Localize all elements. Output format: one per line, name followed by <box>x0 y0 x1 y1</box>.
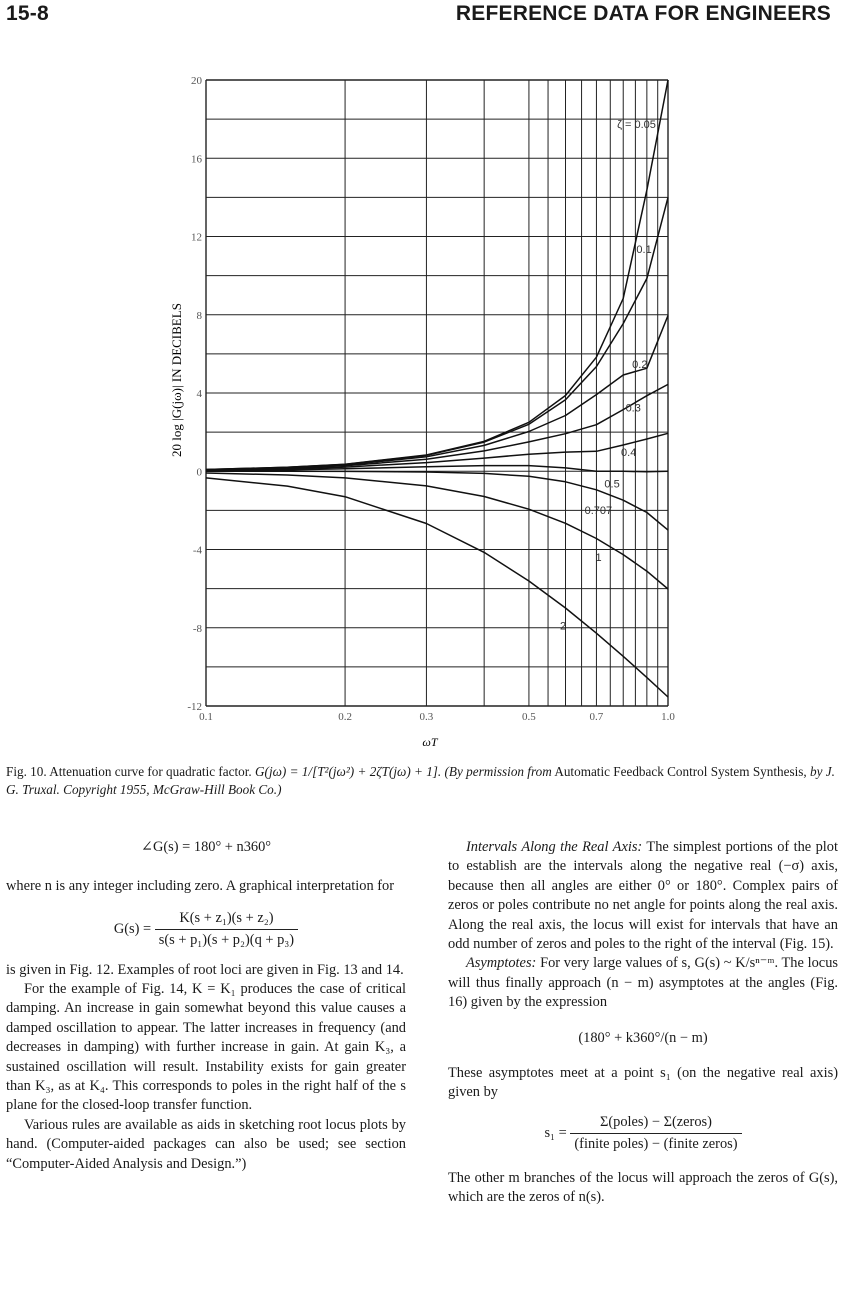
right-paragraph-1 <box>448 838 838 954</box>
asymptotes-text: For very large values of s, G(s) ~ K/sⁿ⁻ᵐ. The locus will thus finally approach (n − m) asymptotes at the angles (Fig. 16) given by the expression <box>448 955 838 1011</box>
series-labels <box>560 119 656 633</box>
left-paragraph-1: where n is any integer including zero. A graphical interpretation for <box>6 878 395 895</box>
y-tick-label: 12 <box>191 231 202 244</box>
series-label: 0.707 <box>584 505 613 518</box>
caption-credit-b: by J. G. Truxal. Copyright 1955, McGraw-Hill Book Co.) <box>6 764 835 797</box>
x-tick-label: 0.2 <box>338 711 352 723</box>
intervals-heading: Intervals Along the Real Axis: <box>466 839 643 855</box>
series-label: 0.5 <box>604 478 620 491</box>
eq4-denominator: (finite poles) − (finite zeros) <box>574 1136 738 1153</box>
series-label: 2 <box>559 620 567 633</box>
series-label: 0.1 <box>636 243 652 256</box>
y-tick-label: -12 <box>187 701 202 713</box>
series-line <box>206 471 668 530</box>
running-title: REFERENCE DATA FOR ENGINEERS <box>455 2 831 25</box>
page-number: 15-8 <box>6 2 49 25</box>
left-paragraph-2: is given in Fig. 12. Examples of root loci are given in Fig. 13 and 14. <box>6 961 404 978</box>
angle-equation: ∠G(s) = 180° + n360° <box>140 839 272 855</box>
series-label: 1 <box>595 552 602 565</box>
x-tick-labels <box>199 711 675 723</box>
y-tick-label: -4 <box>192 544 202 557</box>
series-label: 0.3 <box>625 402 641 415</box>
x-axis-label: ωT <box>422 735 438 749</box>
series-label: 0.4 <box>621 447 637 460</box>
y-axis-label: 20 log |G(jω)| IN DECIBELS <box>169 303 184 457</box>
series-label: ζ = 0.05 <box>617 118 656 131</box>
figure-caption <box>6 763 838 799</box>
eq4-numerator: Σ(poles) − Σ(zeros) <box>570 1113 741 1134</box>
y-tick-label: 20 <box>191 75 202 87</box>
x-tick-label: 0.3 <box>419 711 434 723</box>
series-line <box>206 384 668 470</box>
y-tick-label: 0 <box>196 466 202 479</box>
right-paragraph-2 <box>448 954 838 1012</box>
right-paragraph-3: These asymptotes meet at a point s₁ (on the negative real axis) given by <box>448 1065 838 1101</box>
intervals-text: The simplest portions of the plot to establish are the intervals along the negative real (−σ) axis, because then all angles are either 0° or 180°. Complex pairs of zeros or poles contribute no net angle for points along the real axis. Along the real axis, the locus will exist for intervals that have an odd number of zeros and poles to the right of the interval (Fig. 15). <box>448 839 838 953</box>
y-tick-label: 16 <box>191 153 202 166</box>
x-tick-label: 0.5 <box>522 711 536 723</box>
eq2-numerator: K(s + z₁)(s + z₂) <box>155 909 298 930</box>
left-paragraph-4: Various rules are available as aids in sketching root locus plots by hand. (Computer-aided packages can also be used; see section “Computer-Aided Analysis and Design.”) <box>6 1116 406 1172</box>
caption-book: Automatic Feedback Control System Synthesis, <box>554 764 807 779</box>
eq2-lhs: G(s) = <box>113 921 152 938</box>
asymptotes-heading: Asymptotes: <box>466 955 537 972</box>
right-column <box>448 838 838 1208</box>
asymptote-angle-equation: (180° + k360°/(n − m) <box>578 1029 708 1046</box>
y-tick-label: 4 <box>196 388 202 400</box>
caption-label: Fig. 10. Attenuation curve for quadratic factor. <box>6 764 252 779</box>
x-tick-label: 1.0 <box>661 711 675 723</box>
series-label: 0.2 <box>632 358 648 371</box>
caption-credit-a: (By permission from <box>444 764 552 779</box>
eq2-denominator: s(s + p₁)(s + p₂)(q + p₃) <box>158 932 295 949</box>
caption-formula: G(jω) = 1/[T²(jω²) + 2ζT(jω) + 1]. <box>255 764 442 779</box>
x-tick-label: 0.1 <box>199 711 213 723</box>
left-column <box>6 838 406 1174</box>
centroid-equation <box>448 1113 838 1155</box>
eq4-lhs: s₁ = <box>544 1125 567 1142</box>
y-tick-labels <box>187 75 202 713</box>
chart-series <box>206 80 668 697</box>
left-paragraph-3: For the example of Fig. 14, K = K₁ produces the case of critical damping. An increase in gain somewhat beyond this value causes a damped oscillation to appear. The latter increases in frequency (and decreases in damping) with further increase in gain. At gain K₃, a sustained oscillation will result. Instability exists for gain greater than K₃, as at K₄. This corresponds to poles in the right half of the s plane for the closed-loop transfer function. <box>6 981 406 1114</box>
y-tick-label: -8 <box>192 622 202 635</box>
series-line <box>206 80 668 470</box>
right-paragraph-4: The other m branches of the locus will approach the zeros of G(s), which are the zeros of n(s). <box>448 1169 838 1206</box>
y-tick-label: 8 <box>196 309 202 322</box>
x-tick-label: 0.7 <box>589 711 604 723</box>
transfer-function-equation <box>6 909 406 951</box>
series-line <box>206 197 668 469</box>
